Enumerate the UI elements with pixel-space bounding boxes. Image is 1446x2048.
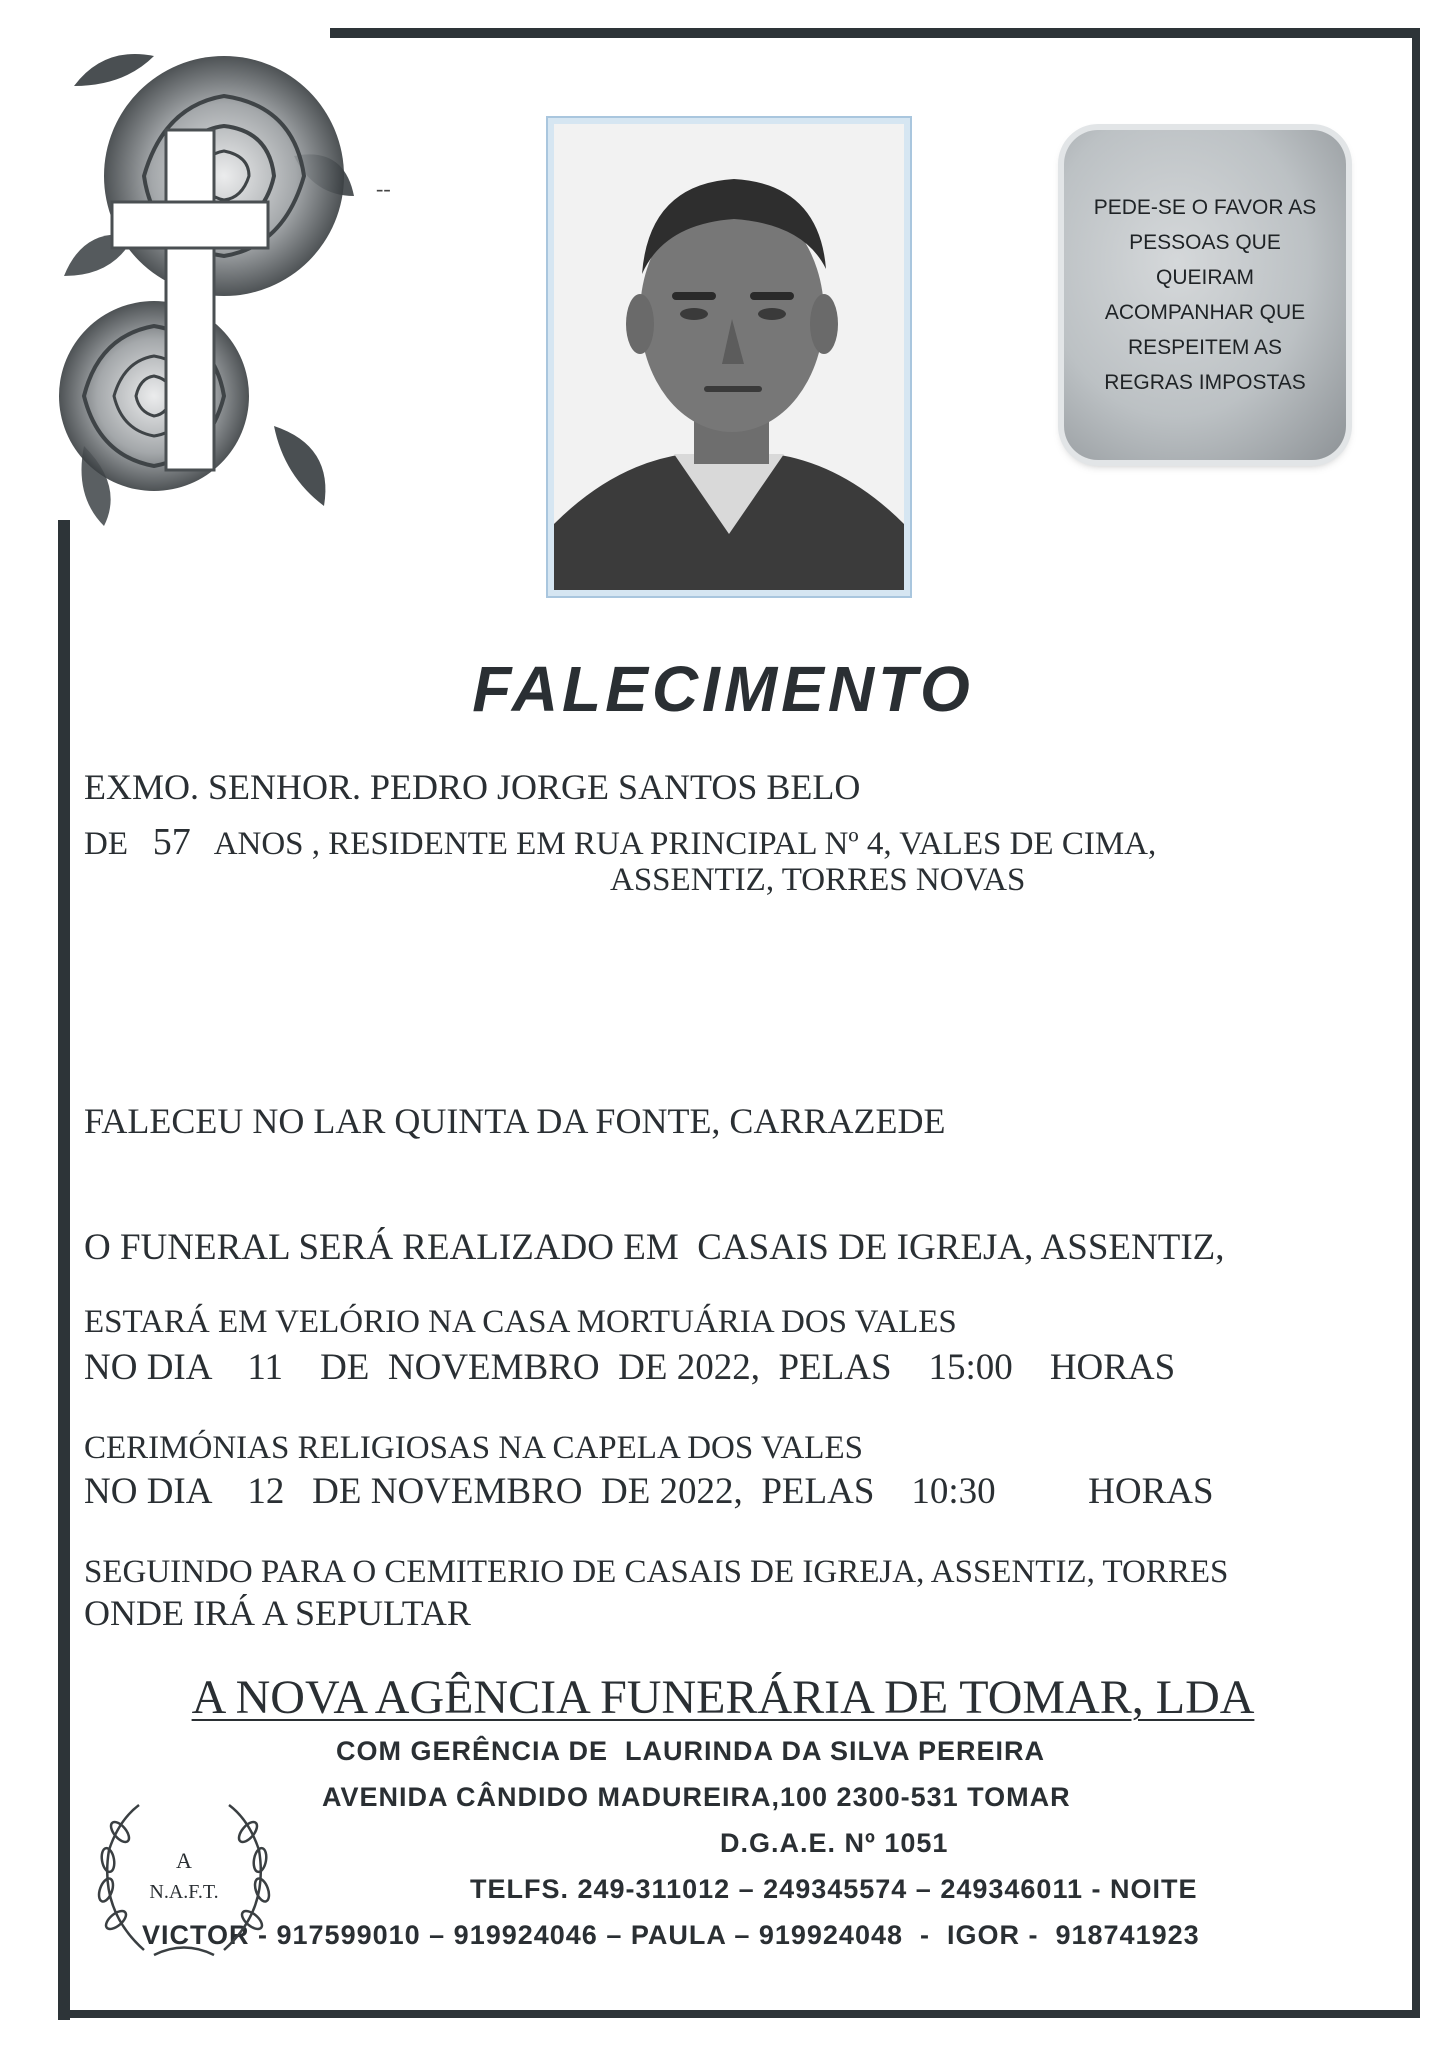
- frame-left-border: [58, 520, 70, 2020]
- ceremony-month-year: DE NOVEMBRO DE 2022,: [312, 1471, 743, 1512]
- ceremony-datetime: [84, 1470, 1214, 1513]
- agency-contacts: VICTOR - 917599010 – 919924046 – PAULA – 919924048 - IGOR - 918741923: [142, 1920, 1200, 1950]
- frame-top-border: [330, 28, 1420, 38]
- agency-dgae: D.G.A.E. Nº 1051: [720, 1828, 949, 1858]
- notice-line: PEDE-SE O FAVOR AS: [1093, 196, 1317, 219]
- notice-line: QUEIRAM: [1155, 266, 1254, 289]
- died-at: FALECEU NO LAR QUINTA DA FONTE, CARRAZEDE: [84, 1101, 946, 1141]
- ceremony-prefix: NO DIA: [84, 1471, 211, 1512]
- agency-phones: TELFS. 249-311012 – 249345574 – 249346011 - NOITE: [470, 1874, 1198, 1904]
- wake-month-year: DE NOVEMBRO DE 2022,: [320, 1347, 760, 1388]
- deceased-age-address: [84, 820, 1156, 864]
- ceremony-horas: HORAS: [1088, 1471, 1214, 1512]
- logo-letter: A: [176, 1848, 192, 1873]
- wake-datetime: [84, 1346, 1175, 1389]
- wake-time: 15:00: [928, 1347, 1013, 1388]
- logo-naft: N.A.F.T.: [149, 1881, 219, 1903]
- headline: FALECIMENTO: [472, 653, 974, 725]
- ceremony-day: 12: [247, 1471, 285, 1512]
- notice-line: PESSOAS QUE: [1129, 231, 1281, 254]
- agency-name: A NOVA AGÊNCIA FUNERÁRIA DE TOMAR, LDA: [191, 1671, 1255, 1724]
- rose-cross-ornament-icon: [44, 26, 364, 536]
- age-value: 57: [152, 821, 191, 863]
- wreath-logo-icon: [84, 1780, 284, 1980]
- wake-horas: HORAS: [1049, 1347, 1176, 1388]
- top-mark: --: [376, 176, 391, 201]
- agency-address: AVENIDA CÂNDIDO MADUREIRA,100 2300-531 TOMAR: [322, 1782, 1071, 1812]
- agency-management: COM GERÊNCIA DE LAURINDA DA SILVA PEREIRA: [336, 1736, 1046, 1766]
- notice-line: REGRAS IMPOSTAS: [1104, 371, 1306, 394]
- deceased-photo: [548, 118, 910, 596]
- age-prefix: DE: [84, 826, 128, 862]
- burial-line2: ONDE IRÁ A SEPULTAR: [84, 1593, 471, 1633]
- wake-pelas: PELAS: [778, 1347, 892, 1388]
- funeral-place: O FUNERAL SERÁ REALIZADO EM CASAIS DE IGREJA, ASSENTIZ,: [84, 1227, 1225, 1268]
- wake-day: 11: [247, 1347, 284, 1388]
- ceremony-time: 10:30: [911, 1471, 996, 1512]
- burial-line1: SEGUINDO PARA O CEMITERIO DE CASAIS DE IGREJA, ASSENTIZ, TORRES: [84, 1554, 1229, 1590]
- ceremony-place: CERIMÓNIAS RELIGIOSAS NA CAPELA DOS VALES: [84, 1430, 863, 1466]
- wake-prefix: NO DIA: [84, 1347, 211, 1388]
- deceased-name: EXMO. SENHOR. PEDRO JORGE SANTOS BELO: [84, 767, 861, 807]
- notice-text: [1090, 190, 1320, 400]
- ceremony-pelas: PELAS: [761, 1471, 875, 1512]
- address-line2: ASSENTIZ, TORRES NOVAS: [610, 862, 1026, 898]
- age-suffix: ANOS , RESIDENTE EM RUA PRINCIPAL Nº 4, VALES DE CIMA,: [213, 826, 1157, 862]
- notice-line: RESPEITEM AS: [1127, 336, 1283, 359]
- notice-box: [1064, 130, 1346, 460]
- notice-line: ACOMPANHAR QUE: [1104, 301, 1306, 324]
- frame-bottom-border: [58, 2010, 1420, 2018]
- wake-place: ESTARÁ EM VELÓRIO NA CASA MORTUÁRIA DOS VALES: [84, 1304, 957, 1340]
